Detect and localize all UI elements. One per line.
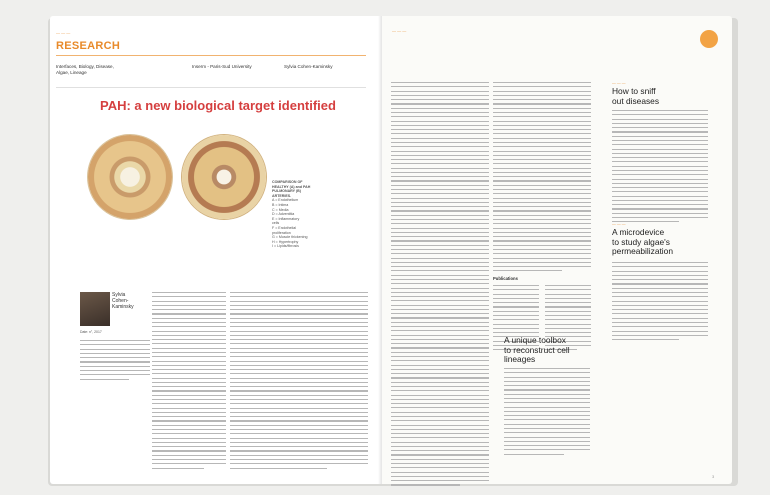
- figure-caption: [272, 180, 354, 249]
- section-title: RESEARCH: [56, 40, 121, 52]
- meta-rule: [56, 87, 366, 88]
- caption-line: G = Muscle thickening: [272, 235, 308, 240]
- toolbox-title: [504, 336, 570, 365]
- caption-line: I = Lipids/fibrosis: [272, 244, 299, 249]
- caption-line: H = Hypertrophy: [272, 239, 299, 244]
- caption-line: F = Endothelial: [272, 225, 297, 230]
- pah-artery-image: [182, 135, 266, 219]
- caption-line: HEALTHY (A) and PAH: [272, 184, 311, 189]
- lab-name: Inserm - Paris-Sud University: [192, 64, 252, 69]
- healthy-artery-image: [88, 135, 172, 219]
- caption-line: ARTERIES.: [272, 193, 292, 198]
- sidebar-title-1: How to sniff out diseases: [612, 86, 660, 106]
- author-photo: [80, 292, 110, 326]
- sidebar-body-2: [612, 262, 708, 343]
- caption-line: proliferation: [272, 230, 291, 235]
- sidebar-body-1: [612, 110, 708, 226]
- author-bio-lines: [80, 340, 150, 383]
- page-number: 3: [712, 474, 715, 479]
- author-card-date: Date: n°, 2017: [80, 330, 102, 334]
- right-column-2: [493, 82, 591, 275]
- caption-line: PULMONARY (B): [272, 189, 301, 194]
- caption-line: C = Media: [272, 207, 289, 212]
- orange-circle-logo-icon: [700, 30, 718, 48]
- right-column-1: [391, 82, 489, 489]
- section-rule: [56, 55, 366, 56]
- sidebar-title-2: A microdevice to study algae's permeabilization: [612, 227, 673, 257]
- sidebar-label-1: — — —: [612, 81, 626, 85]
- author-name-top: Sylvia Cohen-Kaminsky: [284, 64, 333, 69]
- sidebar-label-2: — — —: [612, 222, 626, 226]
- right-header-label: — — —: [392, 28, 407, 33]
- article-title: PAH: a new biological target identified: [100, 98, 336, 113]
- caption-line: cells: [272, 221, 280, 226]
- caption-line: B = Intima: [272, 202, 289, 207]
- toolbox-body: [504, 368, 590, 458]
- publications-label: Publications: [493, 276, 518, 281]
- toolbox-title-text: A unique toolbox to reconstruct cell lineages: [504, 335, 570, 365]
- keywords: Interfaces, Biology, Disease, Algae, Lineage: [56, 64, 114, 75]
- caption-line: D = Adventitia: [272, 212, 295, 217]
- section-label: — — —: [56, 30, 71, 35]
- caption-line: A = Endothelium: [272, 198, 299, 203]
- author-card-name: Sylvia Cohen- Kaminsky: [112, 292, 134, 310]
- body-column-2: [230, 292, 368, 472]
- body-column-1: [152, 292, 226, 472]
- caption-line: COMPARISON OF: [272, 180, 303, 184]
- caption-line: E = Inflammatory: [272, 216, 300, 221]
